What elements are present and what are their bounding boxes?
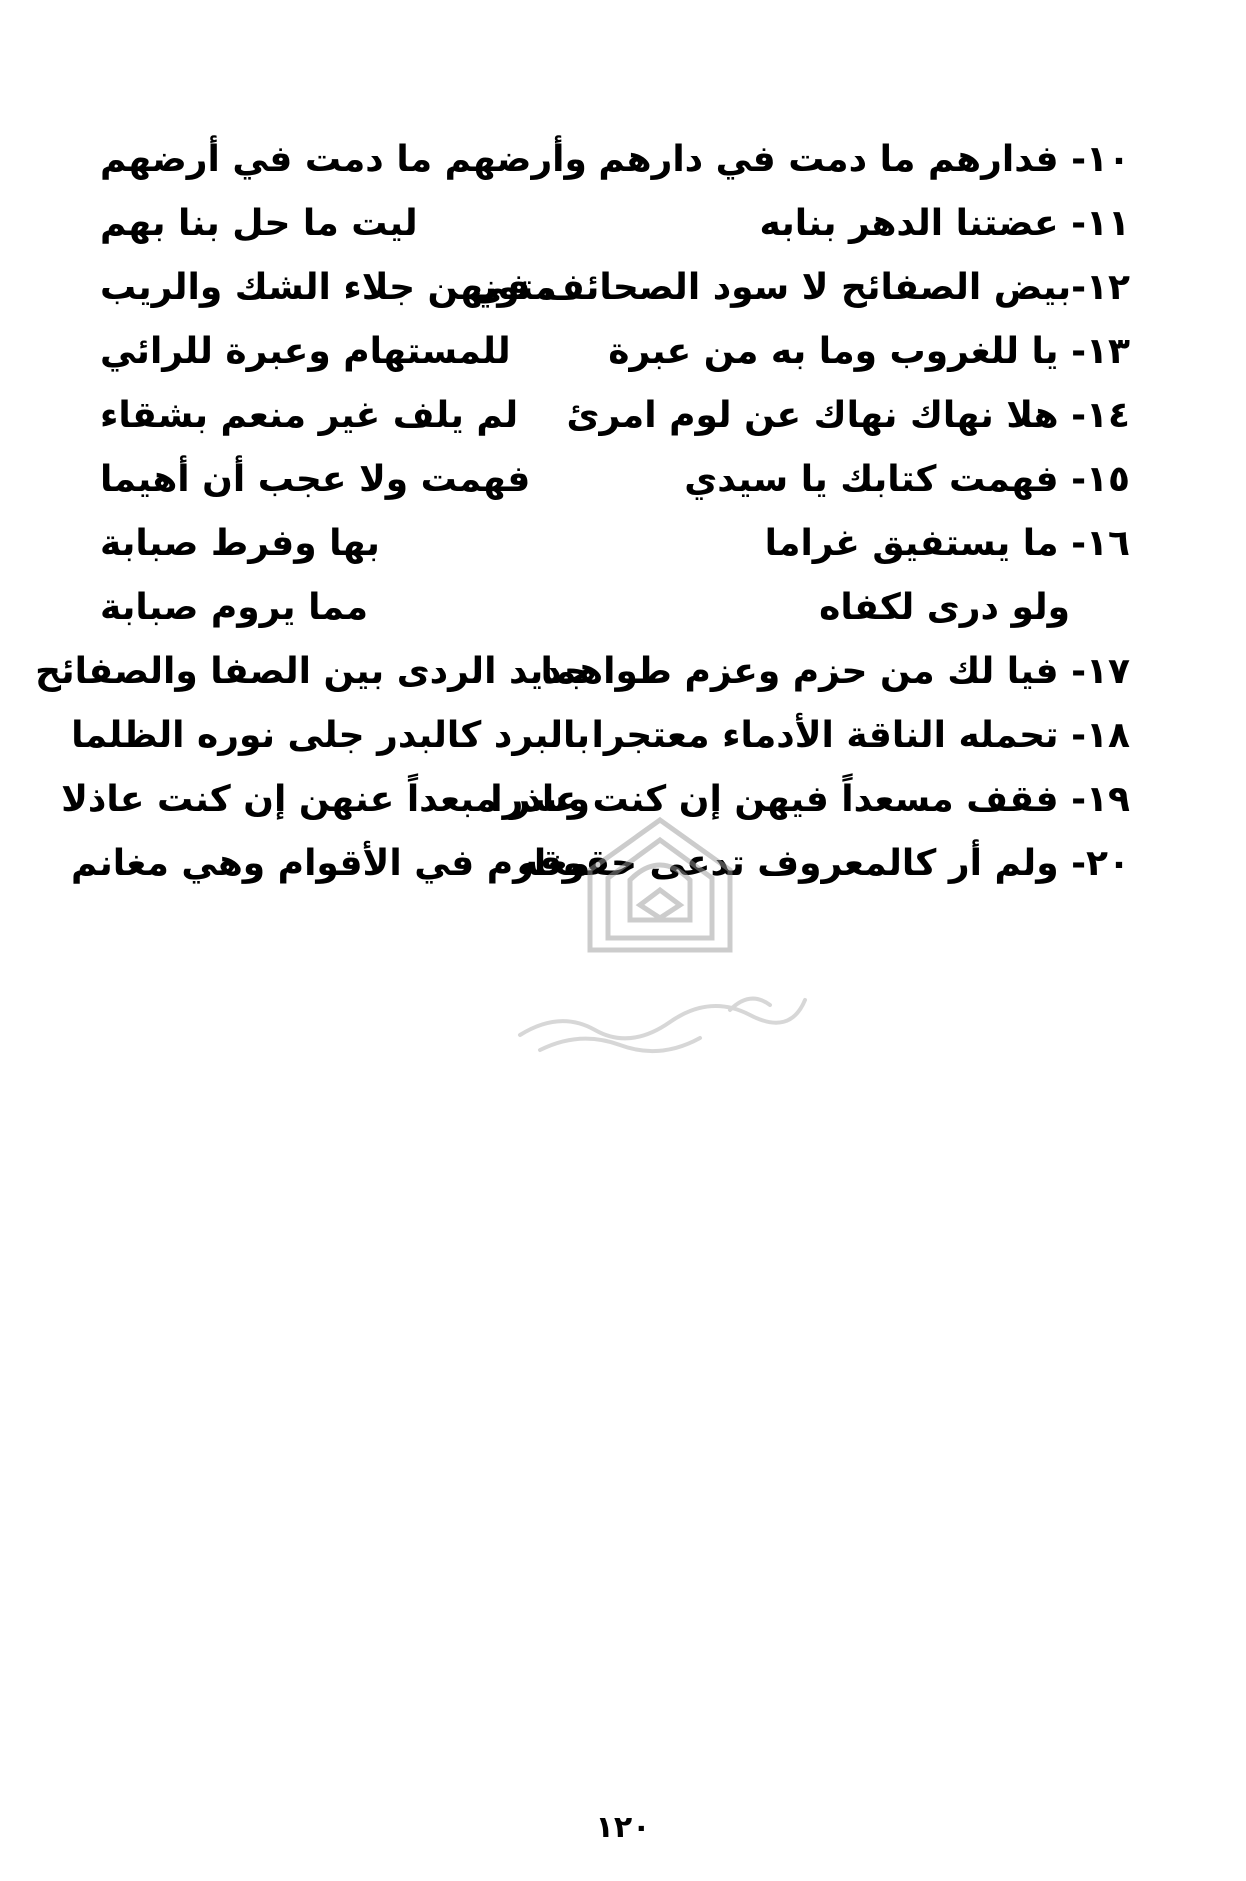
verse-second-hemistich: لم يلف غير منعم بشقاء xyxy=(100,395,519,436)
verse-first-hemistich: ١٠- فدارهم ما دمت في دارهم xyxy=(598,139,1130,180)
verse-16 xyxy=(100,512,1130,576)
verse-14 xyxy=(100,384,1130,448)
verse-second-hemistich: للمستهام وعبرة للرائي xyxy=(100,331,511,372)
verse-first-hemistich: ١٤- هلا نهاك نهاك عن لوم امرئ xyxy=(566,395,1130,436)
verse-second-hemistich: وسر مبعداً عنهن إن كنت عاذلا xyxy=(61,779,590,820)
verse-first-hemistich: ١٦- ما يستفيق غراما xyxy=(764,523,1130,564)
verse-second-hemistich: فهمت ولا عجب أن أهيما xyxy=(100,459,531,500)
verse-18 xyxy=(71,704,1130,768)
verse-second-hemistich: مغارم في الأقوام وهي مغانم xyxy=(70,843,590,884)
verse-first-hemistich: ١٣- يا للغروب وما به من عبرة xyxy=(608,331,1130,372)
verse-11 xyxy=(100,192,1130,256)
verse-first-hemistich: ١٨- تحمله الناقة الأدماء معتجرا xyxy=(591,715,1130,756)
verse-second-hemistich: جديد الردى بين الصفا والصفائح xyxy=(35,651,590,692)
verse-16-continuation xyxy=(100,576,1130,640)
verse-13 xyxy=(100,320,1130,384)
verse-second-hemistich: بالبرد كالبدر جلى نوره الظلما xyxy=(71,715,590,756)
verse-12 xyxy=(100,256,1130,320)
verse-second-hemistich: مما يروم صبابة xyxy=(100,587,369,628)
verse-first-hemistich: ١١- عضتنا الدهر بنابه xyxy=(759,203,1130,244)
verse-first-hemistich: ٢٠- ولم أر كالمعروف تدعى حقوقه xyxy=(517,843,1130,884)
page-number: ١٢٠ xyxy=(595,1810,651,1845)
verse-17 xyxy=(35,640,1130,704)
verse-15 xyxy=(100,448,1130,512)
verse-second-hemistich: ليت ما حل بنا بهم xyxy=(100,203,418,244)
verse-first-hemistich: ١٩- فقف مسعداً فيهن إن كنت عاذرا xyxy=(490,779,1130,820)
verse-second-hemistich: بها وفرط صبابة xyxy=(100,523,380,564)
verse-10 xyxy=(100,128,1130,192)
poem-verses xyxy=(35,128,1130,896)
verse-second-hemistich: وأرضهم ما دمت في أرضهم xyxy=(100,139,587,180)
verse-first-hemistich: ١٥- فهمت كتابك يا سيدي xyxy=(684,459,1130,500)
verse-second-hemistich: متونهن جلاء الشك والريب xyxy=(100,267,557,308)
verse-first-hemistich: ولو درى لكفاه xyxy=(819,587,1070,628)
verse-first-hemistich: ١٧- فيا لك من حزم وعزم طواهما xyxy=(540,651,1130,692)
watermark-emblem-icon xyxy=(500,810,820,1060)
verse-first-hemistich: ١٢-بيض الصفائح لا سود الصحائف في xyxy=(470,267,1130,308)
